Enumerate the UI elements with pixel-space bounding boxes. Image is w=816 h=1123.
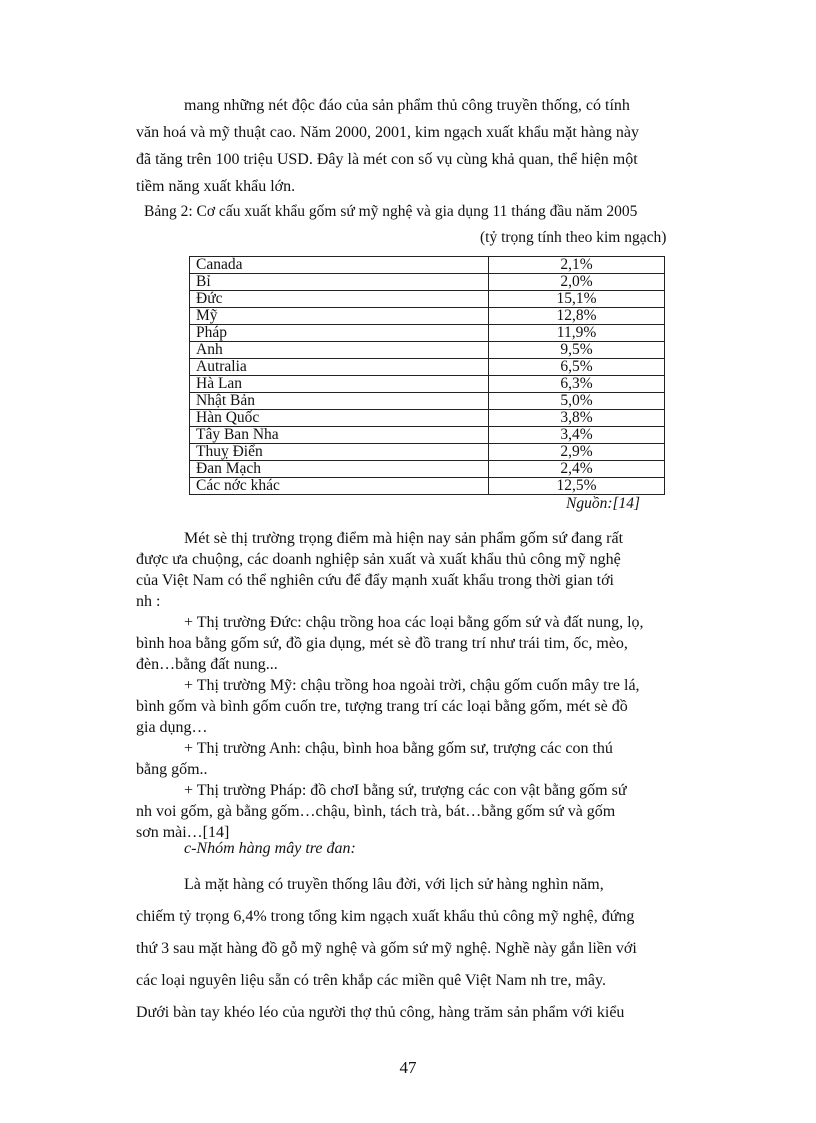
- text-line: chiếm tỷ trọng 6,4% trong tổng kim ngạch xuất khẩu thủ công mỹ nghệ, đứng: [136, 908, 635, 925]
- country-cell: Autralia: [190, 359, 489, 376]
- country-cell: Pháp: [190, 325, 489, 342]
- country-cell: Tây Ban Nha: [190, 427, 489, 444]
- share-cell: 6,3%: [489, 376, 665, 393]
- table-row: [190, 427, 665, 444]
- markets-paragraph: [136, 528, 719, 843]
- text-line: nh voi gốm, gà bằng gốm…chậu, bình, tách trà, bát…bằng gốm sứ và gốm: [136, 803, 616, 820]
- table-row: [190, 359, 665, 376]
- share-cell: 2,1%: [489, 257, 665, 274]
- text-line: Là mặt hàng có truyền thống lâu đời, với lịch sử hàng nghìn năm,: [184, 876, 604, 893]
- share-cell: 2,9%: [489, 444, 665, 461]
- text-line: nh :: [136, 593, 161, 610]
- text-line: tiềm năng xuất khẩu lớn.: [136, 178, 296, 195]
- text-line: các loại nguyên liệu sẵn có trên khắp các miền quê Việt Nam nh tre, mây.: [136, 972, 606, 989]
- text-line: thứ 3 sau mặt hàng đồ gỗ mỹ nghệ và gốm sứ mỹ nghệ. Nghề này gắn liền với: [136, 940, 637, 957]
- country-cell: Nhật Bản: [190, 393, 489, 410]
- table-row: [190, 393, 665, 410]
- table-row: [190, 444, 665, 461]
- text-line: Mét sè thị trường trọng điểm mà hiện nay sản phẩm gốm sứ đang rất: [184, 530, 624, 547]
- intro-paragraph: [136, 92, 719, 200]
- table-row: [190, 291, 665, 308]
- share-cell: 2,4%: [489, 461, 665, 478]
- text-line: + Thị trường Đức: chậu trồng hoa các loại bằng gốm sứ và đất nung, lọ,: [184, 614, 644, 631]
- bamboo-paragraph: [136, 869, 719, 1029]
- text-line: sơn mài…[14]: [136, 824, 230, 841]
- country-cell: Đức: [190, 291, 489, 308]
- country-cell: Mỹ: [190, 308, 489, 325]
- text-line: được ưa chuộng, các doanh nghiệp sản xuất và xuất khẩu thủ công mỹ nghệ: [136, 551, 621, 568]
- share-cell: 2,0%: [489, 274, 665, 291]
- country-cell: Bỉ: [190, 274, 489, 291]
- share-cell: 3,8%: [489, 410, 665, 427]
- table-row: [190, 410, 665, 427]
- country-cell: Anh: [190, 342, 489, 359]
- export-share-table: [189, 256, 665, 495]
- country-cell: Các nớc khác: [190, 478, 489, 495]
- text-line: mang những nét độc đáo của sản phẩm thủ công truyền thống, có tính: [184, 97, 630, 114]
- text-line: + Thị trường Anh: chậu, bình hoa bằng gốm sư, trượng các con thú: [184, 740, 613, 757]
- table-row: [190, 308, 665, 325]
- table-row: [190, 342, 665, 359]
- text-line: + Thị trường Pháp: đồ chơI bằng sứ, trượng các con vật bằng gốm sứ: [184, 782, 627, 799]
- share-cell: 5,0%: [489, 393, 665, 410]
- page-number: 47: [399, 1058, 417, 1077]
- table-source: Nguồn:[14]: [566, 495, 641, 512]
- text-line: bình gốm và bình gốm cuốn tre, tượng trang trí các loại bằng gốm, mét sè đồ: [136, 698, 628, 715]
- table-subcaption: (tỷ trọng tính theo kim ngạch): [480, 229, 667, 246]
- country-cell: Hà Lan: [190, 376, 489, 393]
- text-line: văn hoá và mỹ thuật cao. Năm 2000, 2001, kim ngạch xuất khẩu mặt hàng này: [136, 124, 639, 141]
- text-line: của Việt Nam có thể nghiên cứu để đẩy mạnh xuất khẩu trong thời gian tới: [136, 572, 614, 589]
- table-caption: Bảng 2: Cơ cấu xuất khẩu gốm sứ mỹ nghệ và gia dụng 11 tháng đầu năm 2005: [144, 203, 638, 220]
- country-cell: Thuỵ Điển: [190, 444, 489, 461]
- text-line: gia dụng…: [136, 719, 208, 736]
- table-row: [190, 461, 665, 478]
- text-line: đã tăng trên 100 triệu USD. Đây là mét con số vụ cùng khả quan, thể hiện một: [136, 151, 638, 168]
- country-cell: Canada: [190, 257, 489, 274]
- table-row: [190, 376, 665, 393]
- text-line: bình hoa bằng gốm sứ, đồ gia dụng, mét sè đồ trang trí như trái tim, ốc, mèo,: [136, 635, 628, 652]
- table-row: [190, 325, 665, 342]
- text-line: Dưới bàn tay khéo léo của người thợ thủ công, hàng trăm sản phẩm với kiểu: [136, 1004, 625, 1021]
- table-row: [190, 478, 665, 495]
- country-cell: Hàn Quốc: [190, 410, 489, 427]
- share-cell: 3,4%: [489, 427, 665, 444]
- table-row: [190, 257, 665, 274]
- share-cell: 6,5%: [489, 359, 665, 376]
- share-cell: 12,8%: [489, 308, 665, 325]
- section-heading: c-Nhóm hàng mây tre đan:: [184, 840, 356, 857]
- table-row: [190, 274, 665, 291]
- share-cell: 15,1%: [489, 291, 665, 308]
- share-cell: 9,5%: [489, 342, 665, 359]
- text-line: bằng gốm..: [136, 761, 208, 778]
- share-cell: 11,9%: [489, 325, 665, 342]
- country-cell: Đan Mạch: [190, 461, 489, 478]
- text-line: + Thị trường Mỹ: chậu trồng hoa ngoài trời, chậu gốm cuốn mây tre lá,: [184, 677, 640, 694]
- text-line: đèn…bằng đất nung...: [136, 656, 278, 673]
- share-cell: 12,5%: [489, 478, 665, 495]
